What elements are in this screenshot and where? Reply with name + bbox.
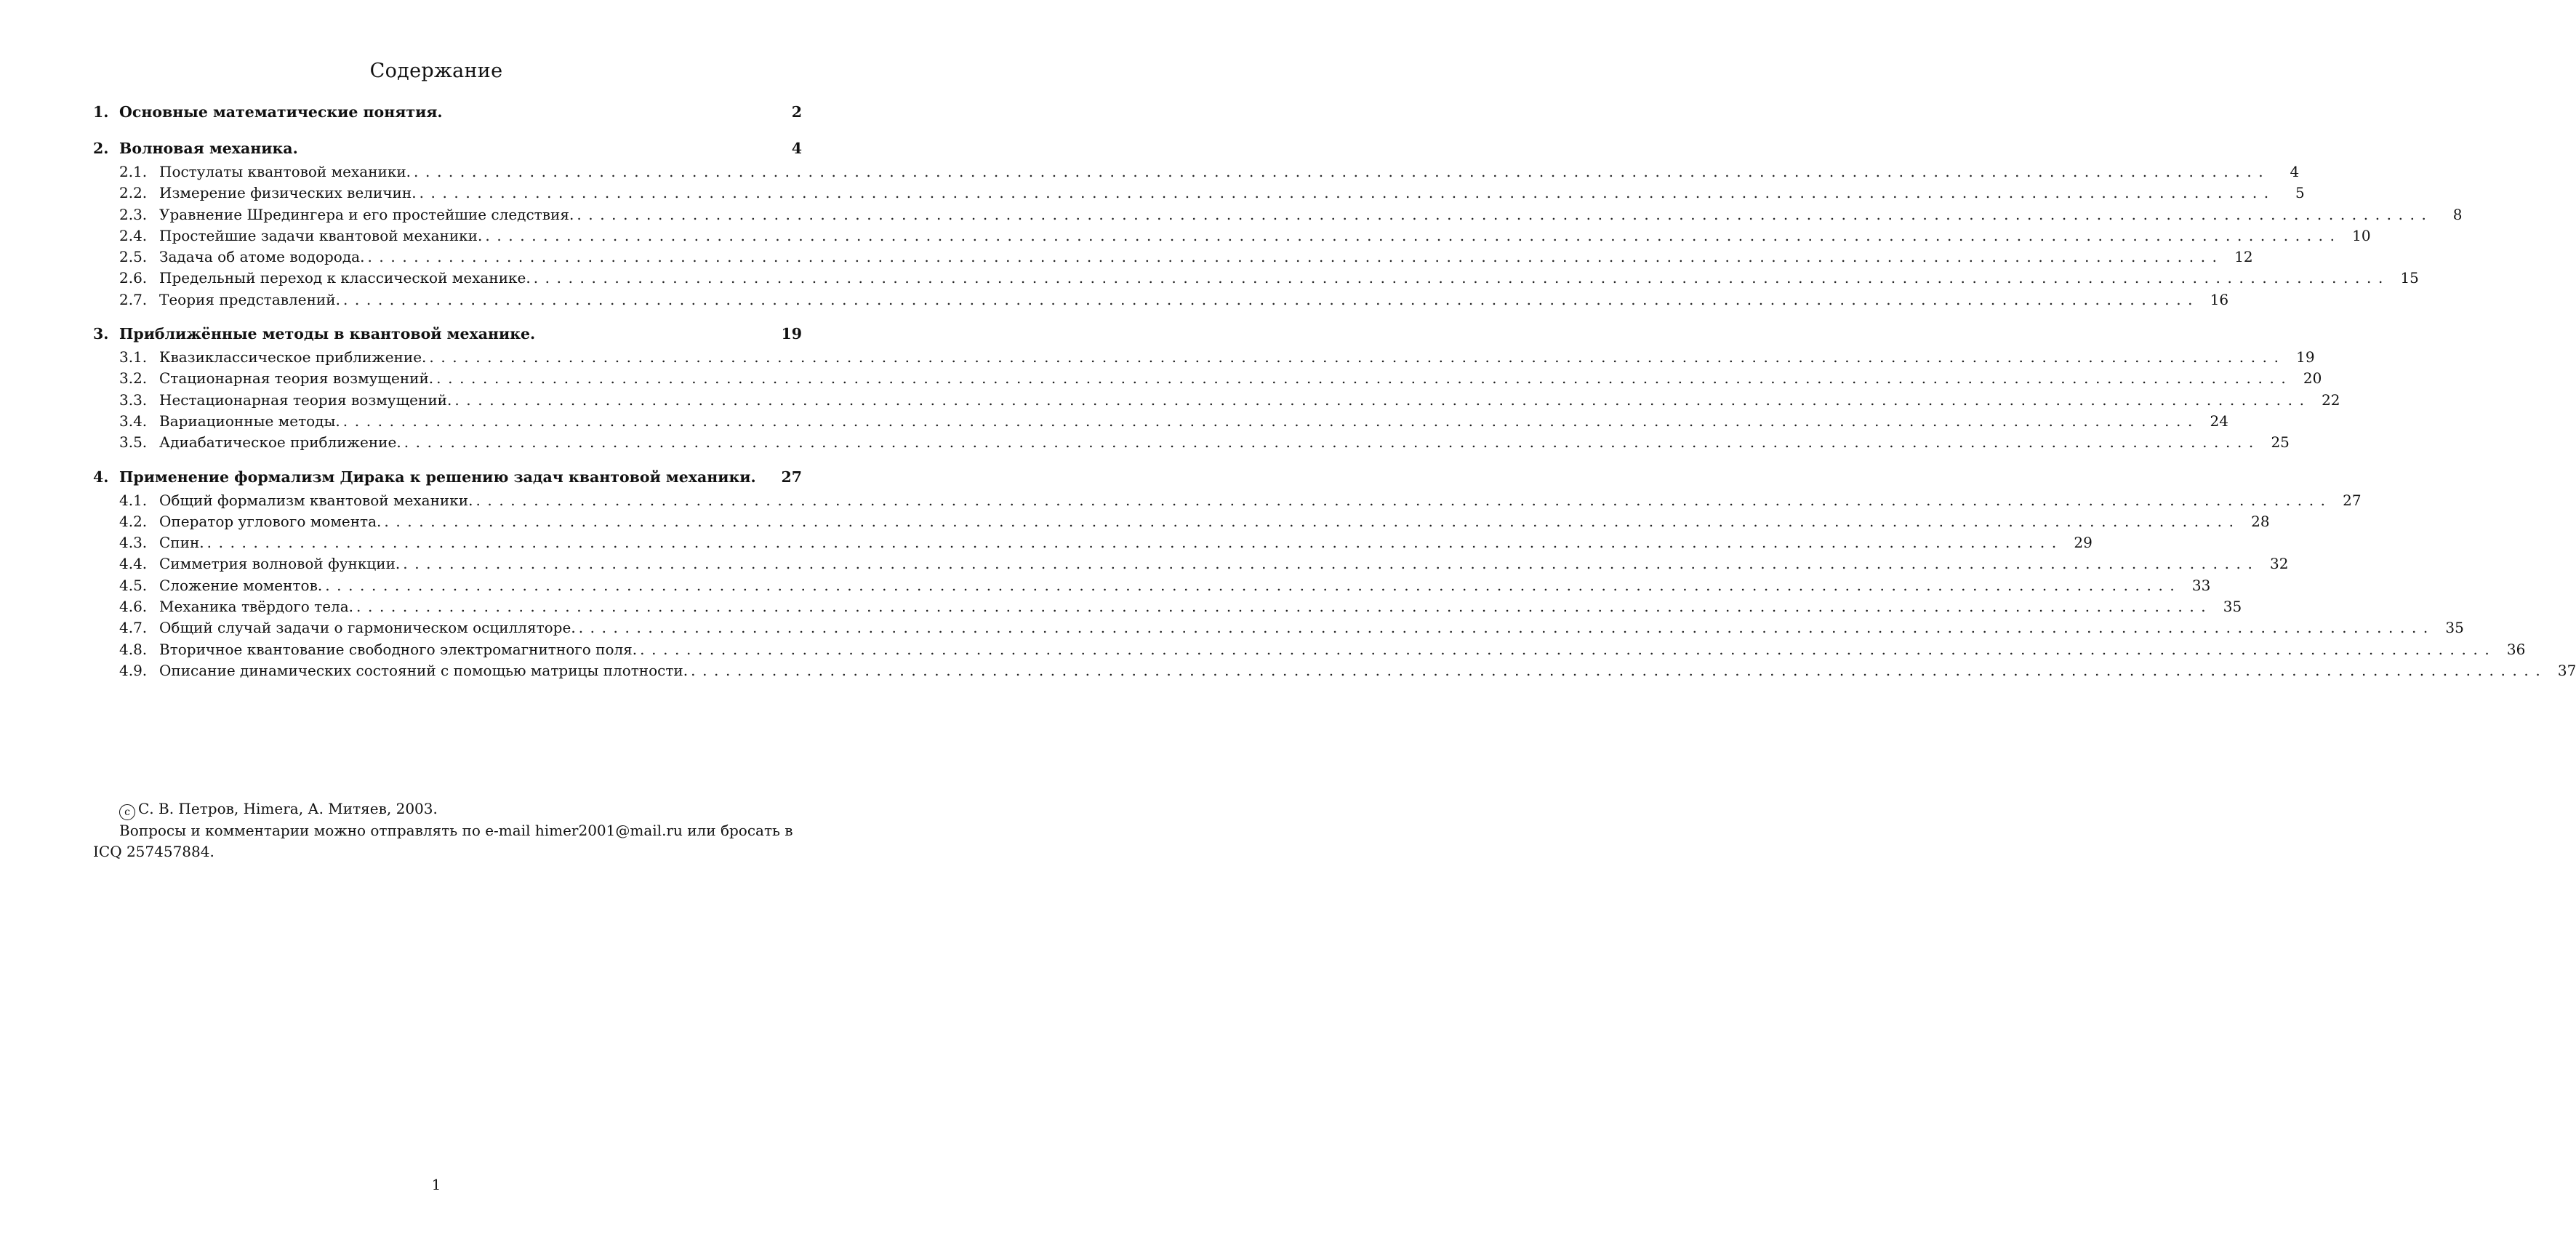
toc-entry[interactable] [93,640,2526,662]
entry-number: 3.4. [119,412,148,430]
section-number: 2. [93,140,109,157]
toc-entry[interactable] [93,661,2576,683]
entry-page-number: 10 [2352,226,2371,244]
entry-number: 4.9. [119,661,148,679]
toc-section [93,325,2340,454]
section-title: Волновая механика. [119,140,298,157]
table-of-contents [93,103,2576,696]
dot-leader: ................................................................................................................................................................ [640,640,2497,658]
section-page-number: 19 [781,325,802,343]
toc-entry[interactable] [93,269,2419,290]
entry-page-number: 24 [2210,412,2228,430]
entry-number: 4.5. [119,576,148,594]
toc-entry[interactable] [93,598,2242,619]
entry-page-number: 8 [2452,205,2463,223]
dot-leader: ................................................................................................................................................................ [342,290,2200,308]
dot-leader: ................................................................................................................................................................ [325,576,2182,594]
entry-title: Механика твёрдого тела. [159,598,354,616]
toc-entry[interactable] [93,576,2211,598]
entry-number: 2.4. [119,226,148,244]
entry-title: Задача об атоме водорода. [159,248,365,266]
entry-number: 4.6. [119,598,148,616]
toc-entry[interactable] [93,290,2229,312]
toc-entry[interactable] [93,205,2463,227]
entry-title: Оператор углового момента. [159,512,382,530]
entry-title: Сложение моментов. [159,576,323,594]
entry-page-number: 35 [2445,619,2464,637]
toc-entry[interactable] [93,555,2289,576]
entry-number: 2.2. [119,184,148,202]
entry-page-number: 22 [2322,390,2340,409]
section-title: Основные математические понятия. [119,103,443,121]
entry-number: 4.3. [119,534,148,552]
entry-title: Квазиклассическое приближение. [159,348,427,366]
entry-title: Простейшие задачи квантовой механики. [159,226,483,244]
entry-page-number: 12 [2234,248,2253,266]
page-number: 1 [431,1176,441,1193]
toc-section [93,468,2576,684]
section-number: 1. [93,103,109,121]
section-title: Приближённые методы в квантовой механике. [119,325,536,343]
entry-number: 2.6. [119,269,148,287]
dot-leader: ................................................................................................................................................................ [403,555,2260,573]
dot-leader: ................................................................................................................................................................ [485,226,2342,244]
entry-number: 2.5. [119,248,148,266]
contact-line: Вопросы и комментарии можно отправлять по e-mail himer2001@mail.ru или бросать в ICQ 257457884. [93,822,793,860]
entry-page-number: 19 [2296,348,2315,366]
toc-section-heading[interactable] [93,103,802,127]
toc-entry[interactable] [93,369,2322,390]
copyright-icon: c [119,804,135,820]
entry-title: Вариационные методы. [159,412,340,430]
entry-number: 3.5. [119,433,148,452]
entry-title: Адиабатическое приближение. [159,433,401,452]
entry-page-number: 27 [2343,491,2362,509]
toc-entry[interactable] [93,248,2253,269]
dot-leader: ................................................................................................................................................................ [404,433,2260,452]
dot-leader: ................................................................................................................................................................ [578,619,2435,637]
entry-title: Общий случай задачи о гармоническом осцилляторе. [159,619,576,637]
section-number: 3. [93,325,109,343]
entry-page-number: 20 [2303,369,2322,388]
toc-section-heading[interactable] [93,468,802,492]
entry-title: Стационарная теория возмущений. [159,369,434,388]
toc-entry[interactable] [93,390,2340,412]
footer-note [93,798,802,862]
entry-number: 3.1. [119,348,148,366]
toc-entry[interactable] [93,184,2305,205]
entry-number: 4.2. [119,512,148,530]
entry-title: Постулаты квантовой механики. [159,163,412,180]
entry-number: 3.2. [119,369,148,388]
entry-title: Описание динамических состояний с помощью матрицы плотности. [159,661,689,679]
dot-leader: ................................................................................................................................................................ [577,205,2433,223]
entry-title: Спин. [159,534,204,552]
toc-entry[interactable] [93,619,2464,640]
entry-number: 2.1. [119,163,148,180]
toc-entry[interactable] [93,491,2362,513]
toc-section-heading[interactable] [93,140,802,163]
toc-entry[interactable] [93,226,2371,248]
dot-leader: ................................................................................................................................................................ [367,248,2224,266]
section-title: Применение формализм Дирака к решению задач квантовой механики. [119,468,756,486]
entry-number: 2.7. [119,290,148,308]
entry-number: 4.7. [119,619,148,637]
entry-number: 3.3. [119,390,148,409]
dot-leader: ................................................................................................................................................................ [691,661,2548,679]
entry-page-number: 32 [2269,555,2289,573]
entry-page-number: 15 [2400,269,2419,287]
entry-page-number: 29 [2074,534,2093,552]
entry-page-number: 5 [2295,184,2305,202]
toc-entry[interactable] [93,412,2228,433]
dot-leader: ................................................................................................................................................................ [419,184,2276,202]
section-page-number: 2 [791,103,802,121]
toc-entry[interactable] [93,534,2093,555]
entry-page-number: 35 [2223,598,2242,616]
entry-title: Общий формализм квантовой механики. [159,491,473,509]
toc-section-heading[interactable] [93,325,802,348]
copyright-text: С. В. Петров, Himera, А. Митяев, 2003. [138,800,438,817]
copyright-line [93,798,802,820]
entry-number: 4.1. [119,491,148,509]
dot-leader: ................................................................................................................................................................ [533,269,2390,287]
dot-leader: ................................................................................................................................................................ [356,598,2213,616]
section-page-number: 4 [791,140,802,157]
entry-title: Измерение физических величин. [159,184,417,202]
entry-page-number: 33 [2191,576,2211,594]
toc-section [93,140,2463,312]
toc-entry[interactable] [93,348,2315,369]
entry-title: Симметрия волновой функции. [159,555,401,573]
entry-title: Нестационарная теория возмущений. [159,390,452,409]
entry-title: Уравнение Шредингера и его простейшие следствия. [159,205,574,223]
entry-page-number: 28 [2251,512,2270,530]
dot-leader: ................................................................................................................................................................ [414,163,2271,180]
toc-entry[interactable] [93,512,2270,534]
dot-leader: ................................................................................................................................................................ [342,412,2199,430]
toc-section [93,103,802,127]
toc-entry[interactable] [93,163,2300,184]
section-number: 4. [93,468,109,486]
dot-leader: ................................................................................................................................................................ [476,491,2332,509]
dot-leader: ................................................................................................................................................................ [436,369,2293,388]
entry-page-number: 4 [2290,163,2300,180]
section-page-number: 27 [781,468,802,486]
entry-title: Вторичное квантование свободного электромагнитного поля. [159,640,638,658]
entry-title: Теория представлений. [159,290,340,308]
dot-leader: ................................................................................................................................................................ [429,348,2286,366]
entry-page-number: 36 [2506,640,2526,658]
dot-leader: ................................................................................................................................................................ [454,390,2311,409]
entry-number: 2.3. [119,205,148,223]
entry-page-number: 25 [2271,433,2290,452]
entry-page-number: 37 [2557,661,2576,679]
toc-title: Содержание [369,60,503,82]
entry-number: 4.8. [119,640,148,658]
entry-page-number: 16 [2210,290,2229,308]
dot-leader: ................................................................................................................................................................ [206,534,2063,552]
entry-title: Предельный переход к классической механике. [159,269,531,287]
toc-entry[interactable] [93,433,2290,454]
dot-leader: ................................................................................................................................................................ [384,512,2241,530]
entry-number: 4.4. [119,555,148,573]
